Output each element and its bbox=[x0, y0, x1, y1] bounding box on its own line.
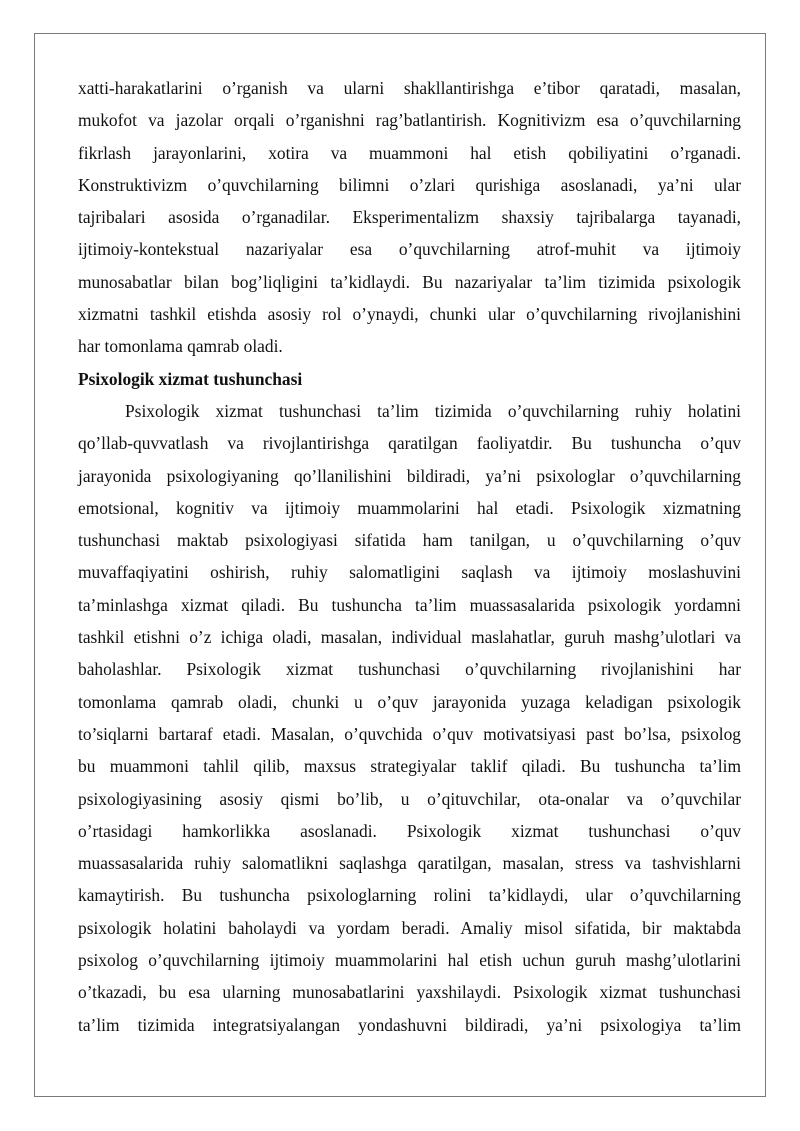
text-line: tomonlama qamrab oladi, chunki u o’quv jarayonida yuzaga keladigan psixologik bbox=[78, 691, 741, 712]
text-line: emotsional, kognitiv va ijtimoiy muammolarini hal etadi. Psixologik xizmatning bbox=[78, 497, 741, 518]
text-line: o’rtasidagi hamkorlikka asoslanadi. Psixologik xizmat tushunchasi o’quv bbox=[78, 820, 741, 841]
text-line: ta’lim tizimida integratsiyalangan yondashuvni bildiradi, ya’ni psixologiya ta’lim bbox=[78, 1014, 741, 1035]
text-line: tajribalari asosida o’rganadilar. Eksperimentalizm shaxsiy tajribalarga tayanadi, bbox=[78, 207, 741, 228]
text-line: o’tkazadi, bu esa ularning munosabatlarini yaxshilaydi. Psixologik xizmat tushunchasi bbox=[78, 982, 741, 1003]
text-line: to’siqlarni bartaraf etadi. Masalan, o’quvchida o’quv motivatsiyasi past bo’lsa, psixolog bbox=[78, 723, 741, 744]
text-line: baholashlar. Psixologik xizmat tushunchasi o’quvchilarning rivojlanishini har bbox=[78, 659, 741, 680]
text-line: psixologik holatini baholaydi va yordam beradi. Amaliy misol sifatida, bir maktabda bbox=[78, 917, 741, 938]
text-line: Konstruktivizm o’quvchilarning bilimni o’zlari qurishiga asoslanadi, ya’ni ular bbox=[78, 174, 741, 195]
text-line: mukofot va jazolar orqali o’rganishni rag’batlantirish. Kognitivizm esa o’quvchilarning bbox=[78, 110, 741, 131]
text-line: ta’minlashga xizmat qiladi. Bu tushuncha ta’lim muassasalarida psixologik yordamni bbox=[78, 594, 741, 615]
text-line: munosabatlar bilan bog’liqligini ta’kidlaydi. Bu nazariyalar ta’lim tizimida psixologik bbox=[78, 271, 741, 292]
text-line: kamaytirish. Bu tushuncha psixologlarning rolini ta’kidlaydi, ular o’quvchilarning bbox=[78, 885, 741, 906]
text-line: qo’llab-quvvatlash va rivojlantirishga qaratilgan faoliyatdir. Bu tushuncha o’quv bbox=[78, 433, 741, 454]
text-line: Psixologik xizmat tushunchasi ta’lim tizimida o’quvchilarning ruhiy holatini bbox=[125, 400, 741, 421]
text-line: tashkil etishni o’z ichiga oladi, masalan, individual maslahatlar, guruh mashg’ulotlari va bbox=[78, 627, 741, 648]
text-line: xatti-harakatlarini o’rganish va ularni shakllantirishga e’tibor qaratadi, masalan, bbox=[78, 78, 741, 98]
text-line: fikrlash jarayonlarini, xotira va muammoni hal etish qobiliyatini o’rganadi. bbox=[78, 142, 741, 163]
text-line: bu muammoni tahlil qilib, maxsus strategiyalar taklif qiladi. Bu tushuncha ta’lim bbox=[78, 756, 741, 777]
document-body bbox=[78, 72, 741, 1041]
intro-paragraph bbox=[78, 72, 741, 363]
text-line: jarayonida psixologiyaning qo’llanilishini bildiradi, ya’ni psixologlar o’quvchilarning bbox=[78, 465, 741, 486]
main-paragraph bbox=[78, 395, 741, 1041]
text-line: psixolog o’quvchilarning ijtimoiy muammolarini hal etish uchun guruh mashg’ulotlarini bbox=[78, 950, 741, 971]
text-line: tushunchasi maktab psixologiyasi sifatida ham tanilgan, u o’quvchilarning o’quv bbox=[78, 530, 741, 551]
text-line: muvaffaqiyatini oshirish, ruhiy salomatligini saqlash va ijtimoiy moslashuvini bbox=[78, 562, 741, 583]
text-line: muassasalarida ruhiy salomatlikni saqlashga qaratilgan, masalan, stress va tashvishlarni bbox=[78, 853, 741, 874]
text-line: har tomonlama qamrab oladi. bbox=[78, 336, 283, 357]
text-line: ijtimoiy-kontekstual nazariyalar esa o’quvchilarning atrof-muhit va ijtimoiy bbox=[78, 239, 741, 260]
text-line: psixologiyasining asosiy qismi bo’lib, u o’qituvchilar, ota-onalar va o’quvchilar bbox=[78, 788, 741, 809]
text-line: xizmatni tashkil etishda asosiy rol o’ynaydi, chunki ular o’quvchilarning rivojlanishini bbox=[78, 304, 741, 325]
section-heading: Psixologik xizmat tushunchasi bbox=[78, 368, 303, 389]
